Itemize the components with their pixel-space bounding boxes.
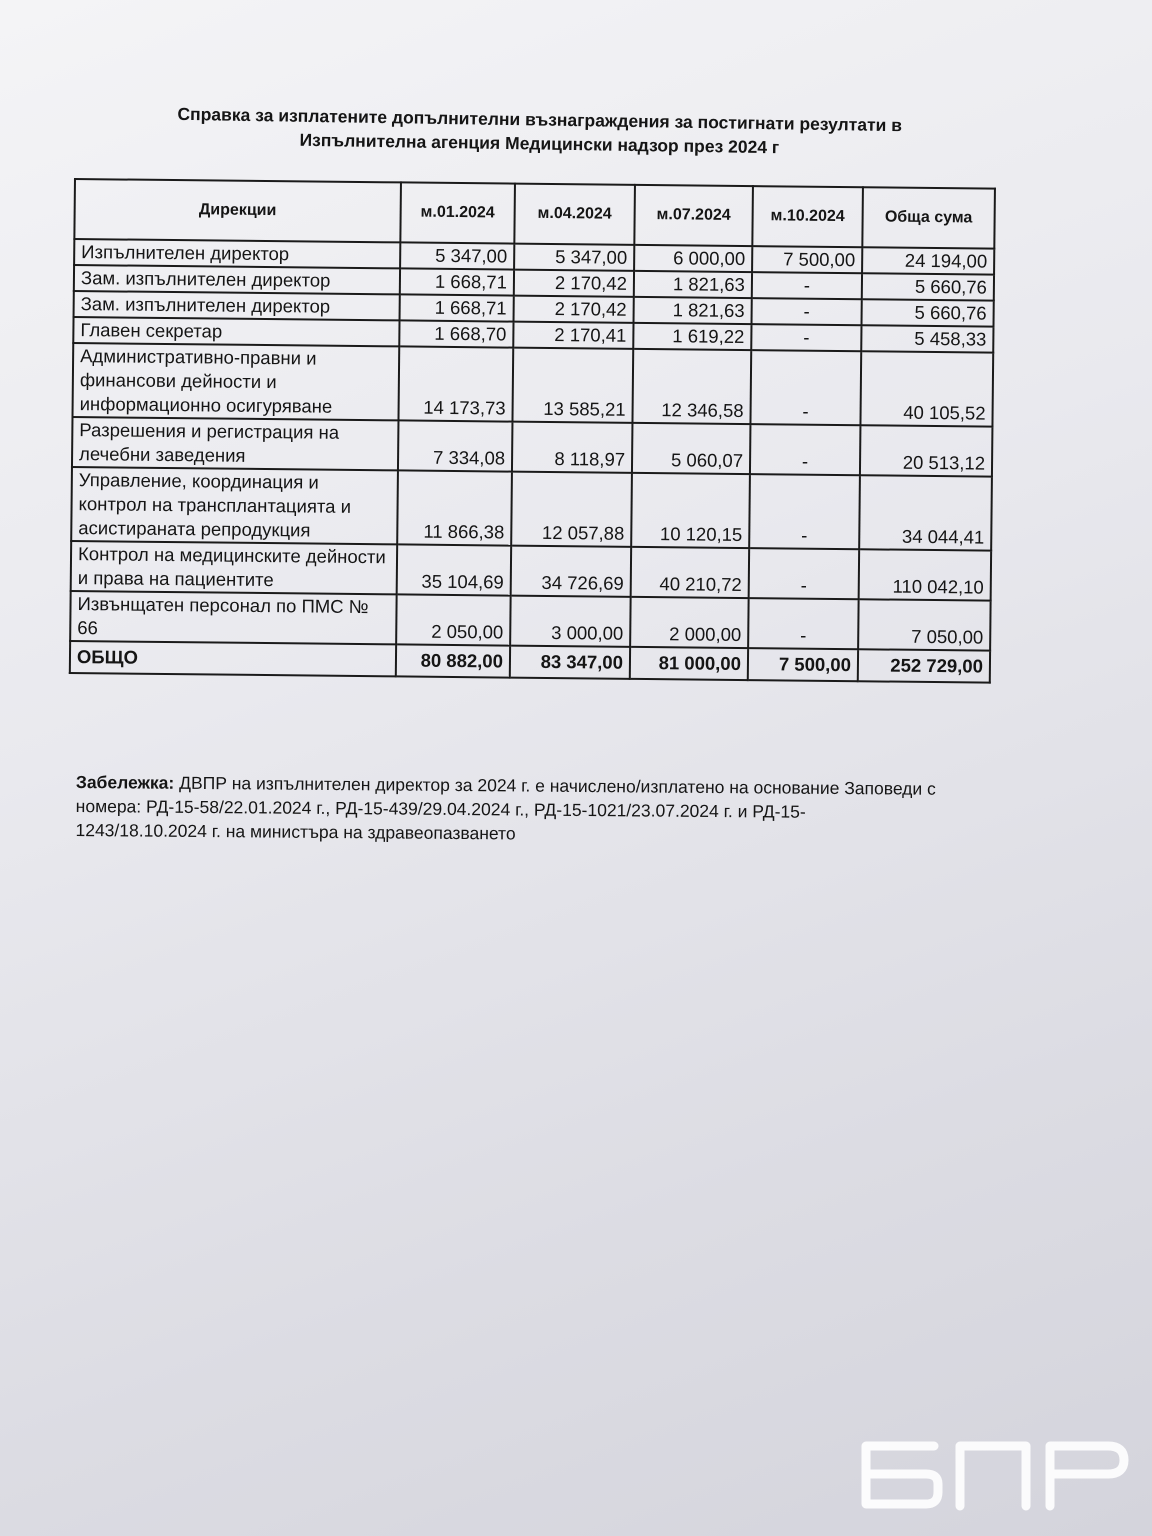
cell-m01: 11 866,38	[397, 470, 512, 545]
cell-m10: -	[748, 598, 859, 649]
cell-m04: 13 585,21	[512, 348, 633, 423]
bonus-table	[69, 178, 996, 684]
cell-m04: 34 726,69	[511, 546, 632, 597]
total-m10: 7 500,00	[748, 648, 858, 681]
cell-m07: 2 000,00	[630, 597, 749, 648]
cell-m07: 1 821,63	[634, 271, 752, 298]
row-name: Зам. изпълнителен директор	[74, 291, 400, 320]
cell-m10: -	[751, 324, 861, 351]
total-m01: 80 882,00	[396, 644, 510, 677]
row-name: Зам. изпълнителен директор	[74, 265, 400, 294]
title-line-2: Изпълнителна агенция Медицински надзор през 2024 г	[299, 129, 780, 158]
table-row	[71, 467, 992, 551]
cell-total: 110 042,10	[859, 549, 992, 600]
cell-m10: 7 500,00	[752, 246, 862, 273]
footnote-text: ДВПР на изпълнителен директор за 2024 г. е начислено/изплатено на основание Заповеди с номера: РД-15-58/22.01.2024 г., РД-15-439/29.04.2024 г., РД-15-1021/23.07.2024 г. и РД-15-1243/18.10.2024 г. на министъра на здравеопазването	[75, 772, 936, 844]
total-m07: 81 000,00	[630, 647, 748, 680]
cell-m07: 10 120,15	[631, 473, 750, 548]
cell-m10: -	[752, 272, 862, 299]
cell-m04: 2 170,41	[513, 322, 633, 349]
cell-m01: 35 104,69	[397, 544, 512, 595]
cell-m04: 5 347,00	[514, 244, 634, 271]
bnr-logo-icon	[856, 1436, 1136, 1516]
row-name: Управление, координация и контрол на трансплантацията и асистираната репродукция	[71, 467, 398, 544]
cell-total: 5 660,76	[862, 273, 994, 300]
cell-m07: 6 000,00	[634, 245, 752, 272]
cell-m01: 14 173,73	[398, 346, 513, 421]
cell-m04: 8 118,97	[512, 422, 633, 473]
cell-m01: 1 668,70	[399, 320, 513, 347]
header-total: Обща сума	[862, 187, 995, 248]
cell-m04: 3 000,00	[510, 596, 631, 647]
cell-total: 40 105,52	[860, 351, 993, 426]
cell-m07: 5 060,07	[632, 423, 751, 474]
cell-m07: 1 821,63	[634, 297, 752, 324]
bnr-logo	[856, 1436, 1136, 1516]
header-m04: м.04.2024	[514, 184, 635, 245]
cell-m01: 5 347,00	[400, 242, 514, 269]
cell-m04: 2 170,42	[514, 270, 634, 297]
bnr-logo-paths	[866, 1446, 1124, 1506]
cell-m01: 7 334,08	[398, 420, 513, 471]
row-name: Контрол на медицинските дейности и права на пациентите	[71, 541, 398, 594]
cell-total: 20 513,12	[860, 425, 993, 476]
header-m01: м.01.2024	[400, 182, 515, 243]
cell-m07: 1 619,22	[633, 323, 751, 350]
table-header-row	[74, 179, 995, 249]
cell-m04: 12 057,88	[511, 472, 632, 547]
cell-m07: 12 346,58	[632, 349, 751, 424]
total-label: ОБЩО	[70, 641, 396, 676]
cell-m10: -	[749, 474, 860, 549]
cell-m07: 40 210,72	[631, 547, 750, 598]
row-name: Извънщатен персонал по ПМС № 66	[70, 591, 397, 644]
table-row	[72, 343, 993, 427]
row-name: Административно-правни и финансови дейности и информационно осигуряване	[72, 343, 399, 420]
row-name: Разрешения и регистрация на лечебни заведения	[72, 417, 399, 470]
cell-total: 7 050,00	[858, 599, 991, 650]
cell-m01: 1 668,71	[400, 268, 514, 295]
cell-m10: -	[752, 298, 862, 325]
row-name: Изпълнителен директор	[74, 239, 400, 268]
cell-m10: -	[749, 548, 860, 599]
header-m10: м.10.2024	[752, 186, 863, 247]
cell-total: 5 458,33	[861, 325, 993, 352]
header-m07: м.07.2024	[634, 185, 753, 246]
cell-m10: -	[750, 424, 861, 475]
cell-m04: 2 170,42	[514, 296, 634, 323]
title-line-1: Справка за изплатените допълнителни възнаграждения за постигнати резултати в	[177, 103, 903, 136]
footnote-label: Забележка:	[75, 771, 175, 793]
footnote	[75, 770, 936, 849]
cell-m01: 1 668,71	[400, 294, 514, 321]
total-m04: 83 347,00	[510, 646, 630, 679]
document-title	[59, 100, 1020, 163]
header-directorates: Дирекции	[74, 179, 401, 242]
cell-total: 5 660,76	[862, 299, 994, 326]
total-sum: 252 729,00	[858, 649, 990, 682]
cell-m10: -	[750, 350, 861, 425]
cell-total: 34 044,41	[859, 475, 992, 550]
bonus-table-wrapper	[69, 178, 996, 684]
row-name: Главен секретар	[73, 317, 399, 346]
cell-total: 24 194,00	[862, 247, 994, 274]
cell-m01: 2 050,00	[396, 594, 511, 645]
